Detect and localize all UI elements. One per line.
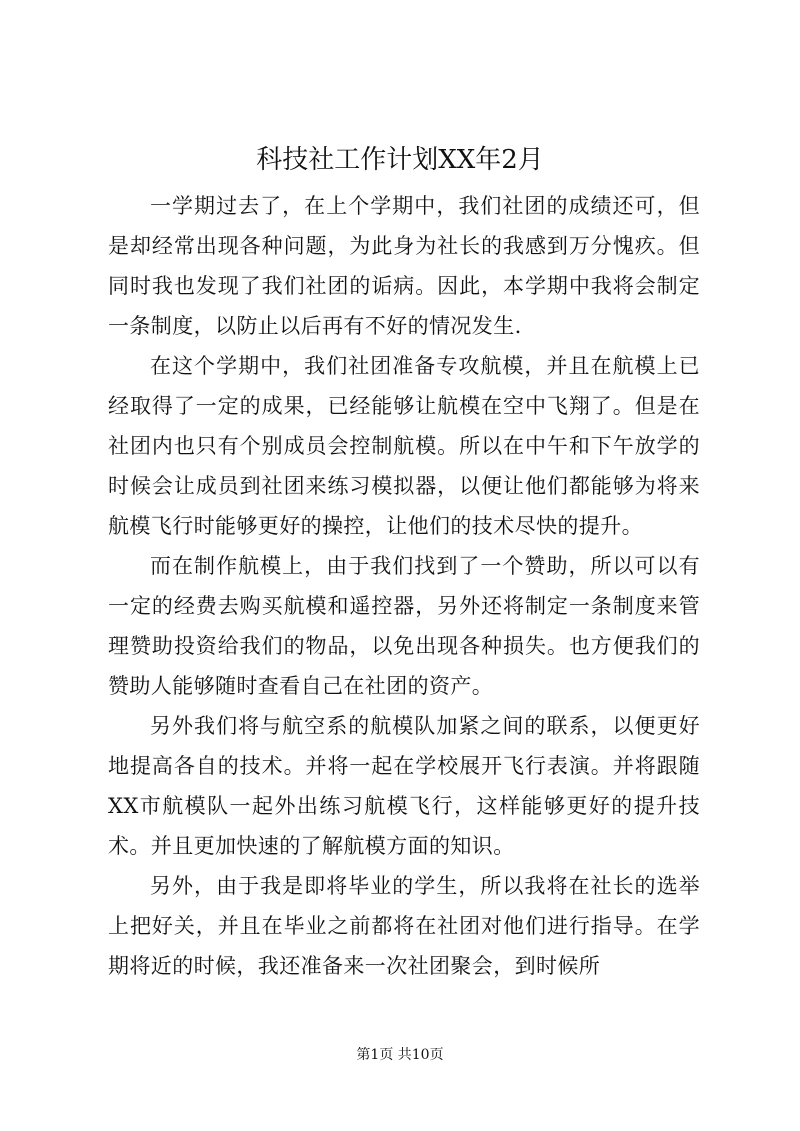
paragraph: 一学期过去了，在上个学期中，我们社团的成绩还可，但是却经常出现各种问题，为此身为社长的我感到万分愧疚。但同时我也发现了我们社团的诟病。因此，本学期中我将会制定一条制度，以防止以后再有不好的情况发生. bbox=[108, 194, 700, 338]
document-title: 科技社工作计划XX年2月 bbox=[256, 145, 544, 175]
paragraph: 在这个学期中，我们社团准备专攻航模，并且在航模上已经取得了一定的成果，已经能够让航模在空中飞翔了。但是在社团内也只有个别成员会控制航模。所以在中午和下午放学的时候会让成员到社团来练习模拟器，以便让他们都能够为将来航模飞行时能够更好的操控，让他们的技术尽快的提升。 bbox=[108, 354, 700, 538]
paragraph: 另外我们将与航空系的航模队加紧之间的联系，以便更好地提高各自的技术。并将一起在学校展开飞行表演。并将跟随XX市航模队一起外出练习航模飞行，这样能够更好的提升技术。并且更加快速的了解航模方面的知识。 bbox=[108, 714, 700, 858]
paragraph: 而在制作航模上，由于我们找到了一个赞助，所以可以有一定的经费去购买航模和遥控器，另外还将制定一条制度来管理赞助投资给我们的物品，以免出现各种损失。也方便我们的赞助人能够随时查看自己在社团的资产。 bbox=[108, 554, 700, 698]
paragraph: 另外，由于我是即将毕业的学生，所以我将在社长的选举上把好关，并且在毕业之前都将在社团对他们进行指导。在学期将近的时候，我还准备来一次社团聚会，到时候所 bbox=[108, 874, 700, 978]
document-body bbox=[108, 186, 700, 986]
page-number-footer: 第1页 共10页 bbox=[356, 1047, 444, 1063]
